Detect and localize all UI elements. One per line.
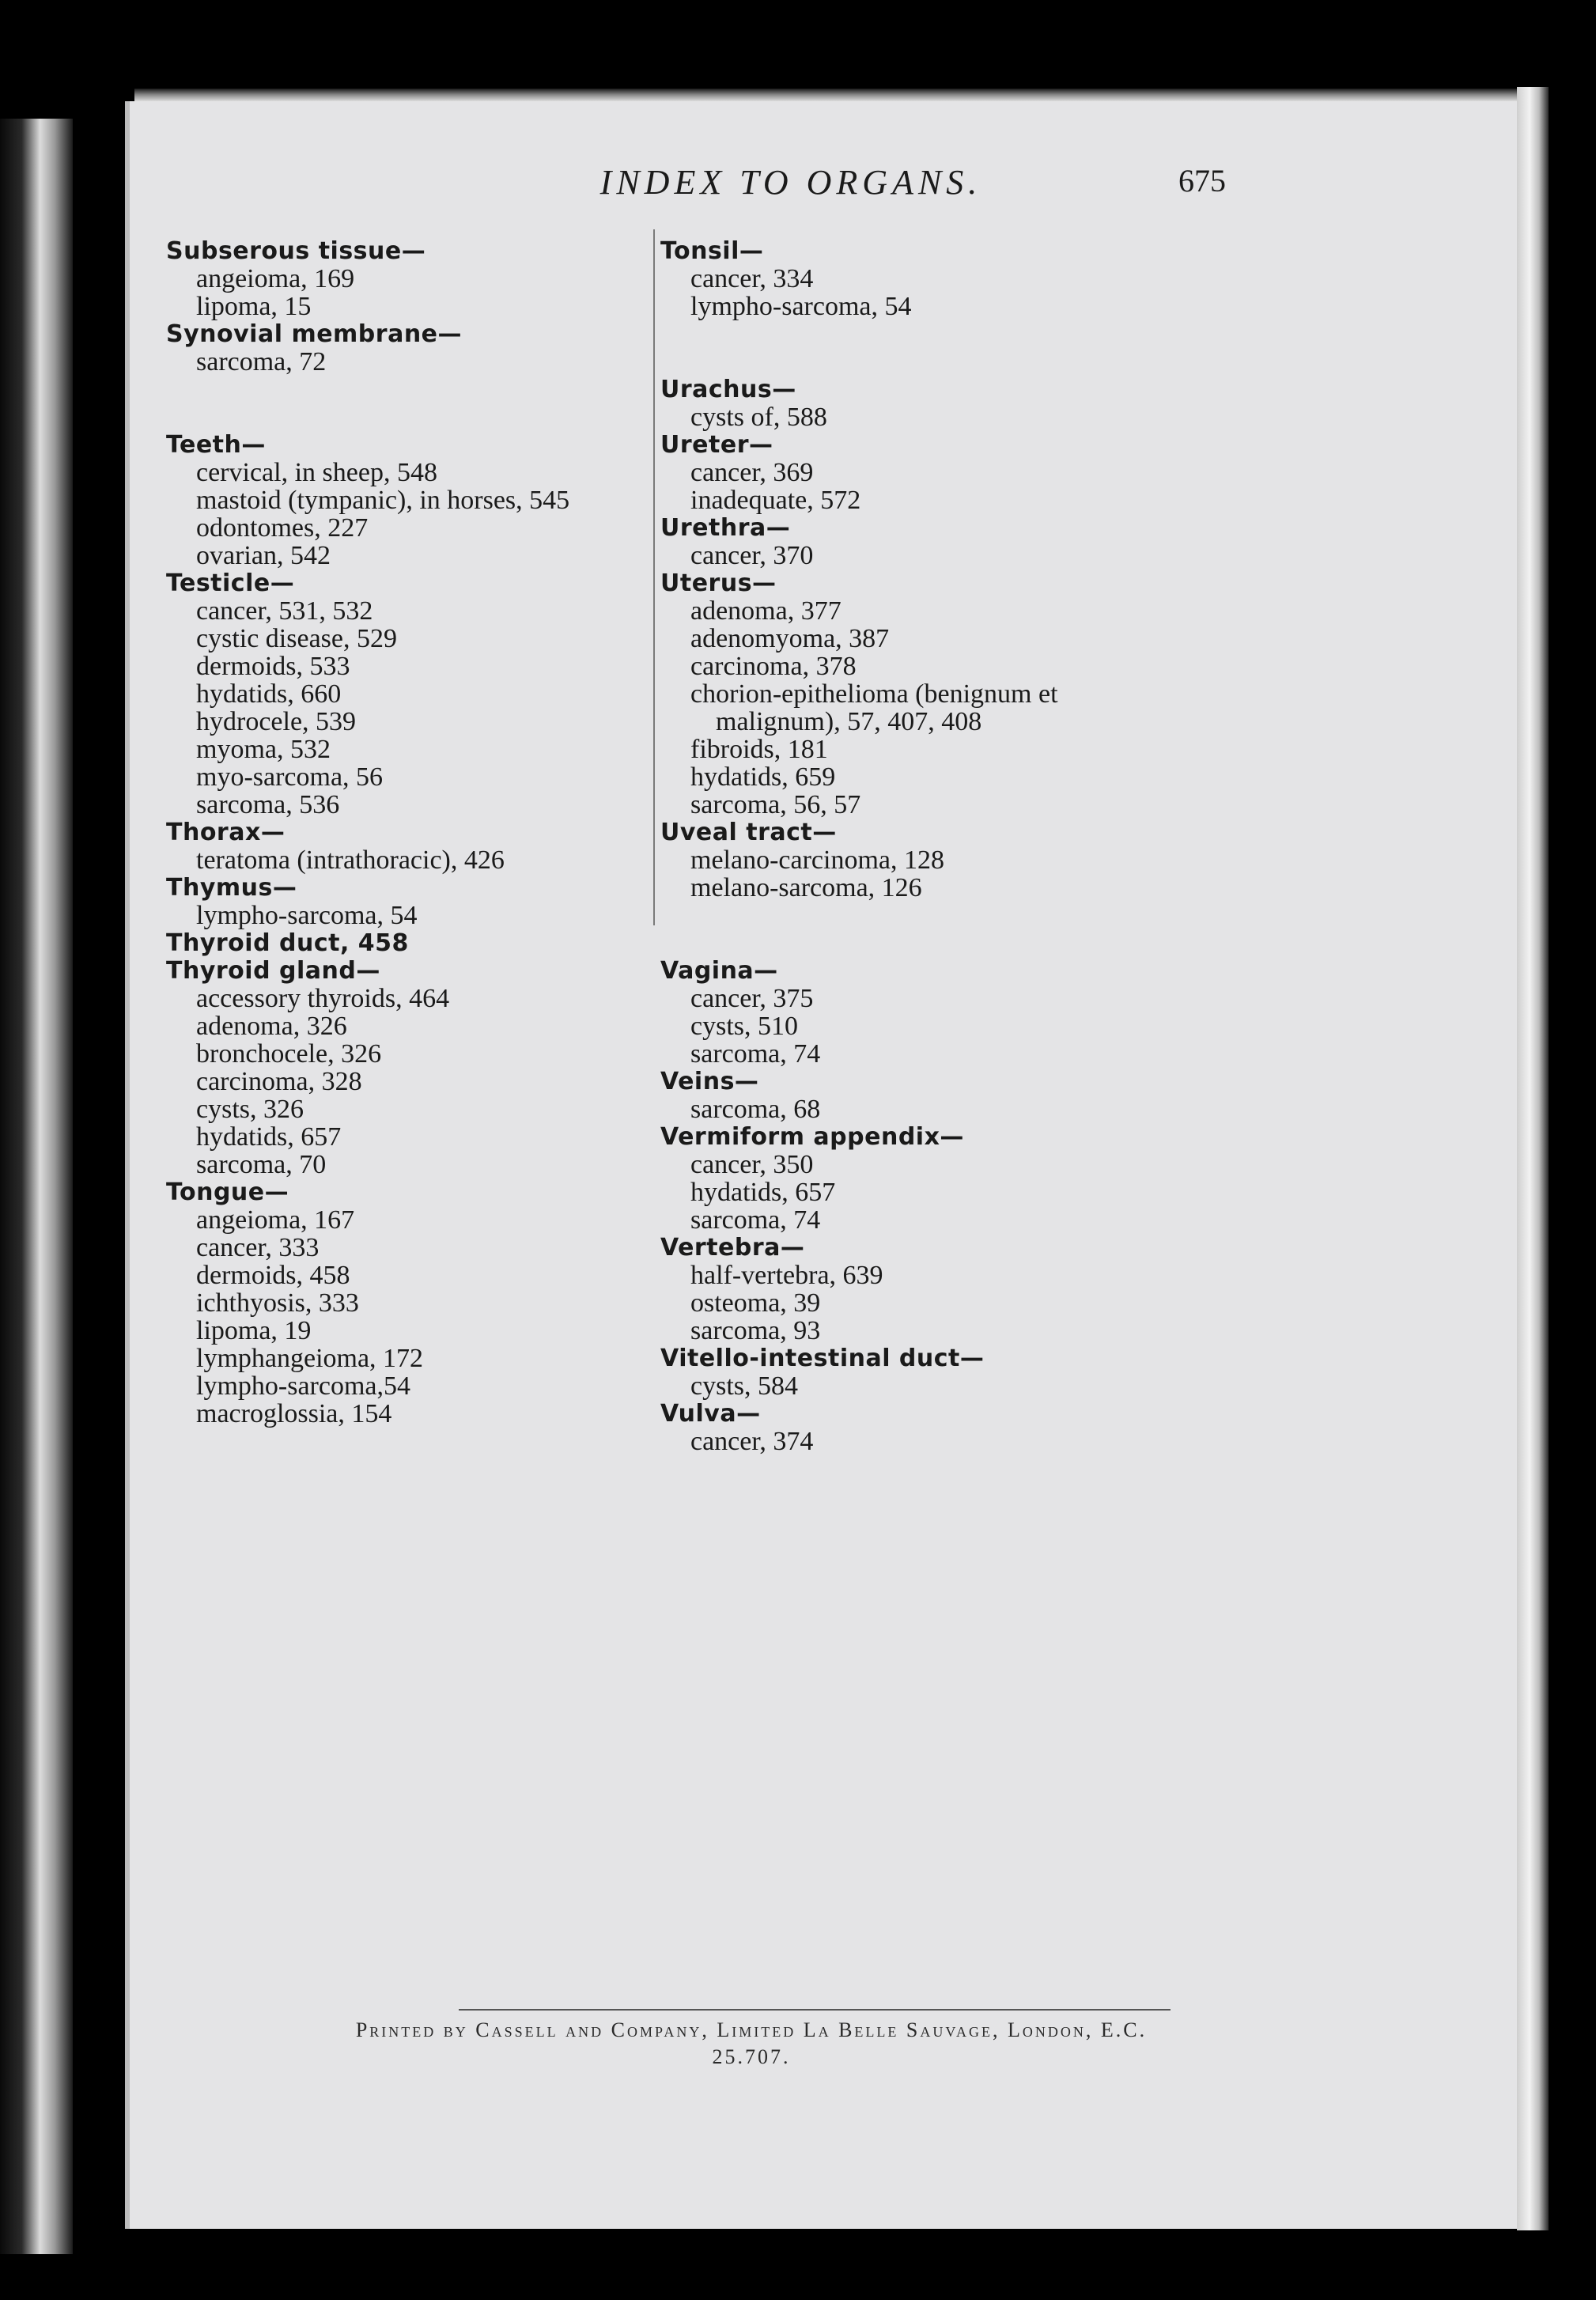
index-subentry: sarcoma, 93 [690,1316,821,1345]
index-subentry: adenomyoma, 387 [690,624,890,653]
index-heading: Vitello-intestinal duct— [660,1345,985,1372]
index-subentry: carcinoma, 328 [196,1067,362,1096]
index-subentry: dermoids, 458 [196,1261,350,1290]
index-heading: Urethra— [660,514,791,542]
printer-imprint [237,2017,1265,2071]
page-top-edge [134,89,1526,101]
running-title: INDEX TO ORGANS. [599,163,982,202]
page-right-edge [1517,87,1549,2230]
index-subentry: sarcoma, 74 [690,1205,821,1235]
imprint-code: 25.707. [712,2045,791,2068]
index-entry [660,569,1058,819]
index-subentry: hydatids, 657 [196,1122,342,1152]
index-heading: Tonsil— [660,237,764,265]
index-subentry: lipoma, 19 [196,1316,312,1345]
index-subentry: adenoma, 377 [690,596,841,626]
index-entry [660,1345,1058,1400]
index-subentry: melano-sarcoma, 126 [690,873,922,902]
index-heading: Teeth— [166,431,266,459]
index-heading: Thyroid gland— [166,957,380,985]
index-subentry: inadequate, 572 [690,486,861,515]
index-subentry: myo-sarcoma, 56 [196,762,384,792]
index-heading: Ureter— [660,431,773,459]
index-entry [166,819,569,874]
section-gap [660,902,1058,957]
index-heading: Tongue— [166,1178,289,1206]
index-subentry: cysts, 510 [690,1012,798,1041]
index-entry [166,874,569,929]
index-subentry: chorion-epithelioma (benignum et [690,679,1058,709]
section-gap [660,320,1058,376]
index-entry [660,1400,1058,1455]
index-heading: Testicle— [166,569,295,597]
index-entry [166,957,569,1178]
index-subentry: cancer, 531, 532 [196,596,373,626]
index-entry [660,237,1058,320]
index-entry [660,819,1058,902]
index-subentry: cysts, 584 [690,1371,798,1401]
index-subentry: cystic disease, 529 [196,624,397,653]
index-heading: Veins— [660,1068,759,1095]
index-subentry: melano-carcinoma, 128 [690,845,944,875]
index-entry [166,320,569,376]
index-subentry: hydatids, 657 [690,1178,836,1207]
index-subentry: angeioma, 169 [196,264,355,293]
index-subentry: hydrocele, 539 [196,707,357,736]
index-heading: Thyroid duct, 458 [166,929,409,957]
index-entry [660,957,1058,1068]
index-subentry: sarcoma, 74 [690,1039,821,1069]
index-subentry: half-vertebra, 639 [690,1261,883,1290]
page-number: 675 [1178,163,1226,199]
index-heading: Thymus— [166,874,297,902]
index-subentry: lipoma, 15 [196,292,312,321]
index-heading: Synovial membrane— [166,320,463,348]
index-subentry: teratoma (intrathoracic), 426 [196,845,505,875]
index-subentry: accessory thyroids, 464 [196,984,450,1013]
index-subentry: fibroids, 181 [690,735,828,764]
index-subentry: ichthyosis, 333 [196,1288,359,1318]
index-heading: Vulva— [660,1400,761,1428]
imprint-line: Printed by Cassell and Company, Limited La Belle Sauvage, London, E.C. [355,2018,1148,2041]
index-subentry: mastoid (tympanic), in horses, 545 [196,486,570,515]
index-entry [166,237,569,320]
index-entry [166,569,569,819]
index-subentry: sarcoma, 72 [196,347,327,376]
adjacent-page-edge [0,119,73,2254]
index-subentry: lympho-sarcoma,54 [196,1371,410,1401]
index-subentry: cancer, 375 [690,984,814,1013]
index-subentry: myoma, 532 [196,735,331,764]
index-subentry: ovarian, 542 [196,541,331,570]
index-subentry: sarcoma, 68 [690,1095,821,1124]
index-column-right [660,237,1058,1455]
index-entry [660,1123,1058,1234]
index-subentry: sarcoma, 56, 57 [690,790,861,819]
index-subentry: cancer, 374 [690,1427,814,1456]
index-subentry: cancer, 334 [690,264,814,293]
index-entry [660,431,1058,514]
index-heading: Thorax— [166,819,286,846]
index-entry [166,929,569,957]
index-subentry: hydatids, 660 [196,679,342,709]
index-subentry: cancer, 370 [690,541,814,570]
index-heading: Vermiform appendix— [660,1123,964,1151]
footer-rule [459,2009,1171,2011]
index-subentry: lymphangeioma, 172 [196,1344,424,1373]
index-subentry: hydatids, 659 [690,762,836,792]
index-subentry: cancer, 369 [690,458,814,487]
index-subentry: cancer, 333 [196,1233,320,1262]
index-subentry: macroglossia, 154 [196,1399,392,1428]
index-subentry: osteoma, 39 [690,1288,821,1318]
index-subentry: lympho-sarcoma, 54 [690,292,912,321]
section-gap [166,376,569,431]
index-column-left [166,237,569,1428]
index-subentry: cysts, 326 [196,1095,304,1124]
index-heading: Uterus— [660,569,777,597]
index-entry [660,376,1058,431]
column-divider [653,229,655,925]
index-subentry: carcinoma, 378 [690,652,857,681]
index-heading: Vertebra— [660,1234,805,1262]
index-subentry: odontomes, 227 [196,513,369,543]
index-subentry: adenoma, 326 [196,1012,347,1041]
index-heading: Urachus— [660,376,796,403]
index-heading: Vagina— [660,957,778,985]
index-subentry: cysts of, 588 [690,403,827,432]
index-subentry: sarcoma, 536 [196,790,340,819]
index-subentry: cancer, 350 [690,1150,814,1179]
index-heading: Uveal tract— [660,819,837,846]
index-heading: Subserous tissue— [166,237,426,265]
index-entry [166,1178,569,1428]
index-subentry: dermoids, 533 [196,652,350,681]
index-subentry: angeioma, 167 [196,1205,355,1235]
index-entry [660,514,1058,569]
index-subentry: bronchocele, 326 [196,1039,382,1069]
index-entry [660,1234,1058,1345]
index-subentry: lympho-sarcoma, 54 [196,901,418,930]
index-entry [166,431,569,569]
index-subentry: sarcoma, 70 [196,1150,327,1179]
index-entry [660,1068,1058,1123]
index-subentry: malignum), 57, 407, 408 [716,707,982,736]
index-subentry: cervical, in sheep, 548 [196,458,437,487]
